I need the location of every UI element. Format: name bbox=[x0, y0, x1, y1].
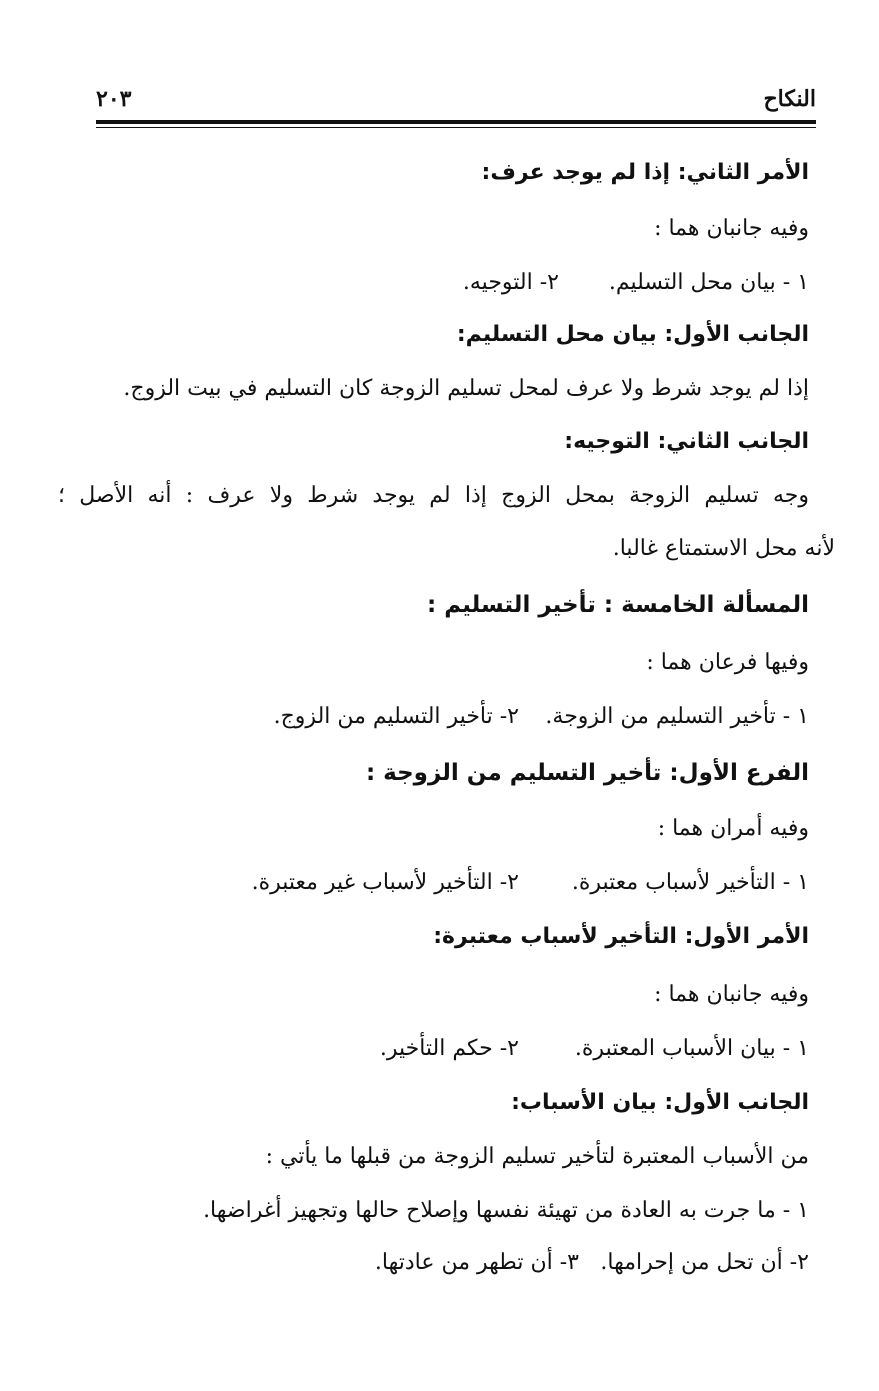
page-number: ٢٠٣ bbox=[96, 86, 132, 112]
header-rule-thick bbox=[96, 120, 816, 124]
heading-first-matter: الأمر الأول: التأخير لأسباب معتبرة: bbox=[433, 924, 809, 949]
list-item: ١ - بيان الأسباب المعتبرة. bbox=[574, 1036, 809, 1061]
header-rule-thin bbox=[96, 127, 816, 128]
page-header bbox=[96, 86, 816, 116]
list-item: ٢- تأخير التسليم من الزوج. bbox=[273, 704, 519, 729]
list-item: ٢- التوجيه. bbox=[462, 270, 559, 295]
list-item: ٢- أن تحل من إحرامها. bbox=[600, 1250, 809, 1275]
heading-second-matter: الأمر الثاني: إذا لم يوجد عرف: bbox=[481, 160, 809, 185]
text-line: وجه تسليم الزوجة بمحل الزوج إذا لم يوجد شرط ولا عرف : أنه الأصل ؛ bbox=[58, 483, 809, 508]
text-line: وفيه جانبان هما : bbox=[654, 216, 809, 241]
list-item: ٣- أن تطهر من عادتها. bbox=[374, 1250, 579, 1275]
heading-first-aspect: الجانب الأول: بيان محل التسليم: bbox=[456, 322, 809, 347]
list-item: ١ - بيان محل التسليم. bbox=[608, 270, 809, 295]
text-line: لأنه محل الاستمتاع غالبا. bbox=[612, 536, 835, 561]
list-item: ١ - تأخير التسليم من الزوجة. bbox=[545, 704, 809, 729]
running-title: النكاح bbox=[763, 86, 816, 112]
text-line: وفيه جانبان هما : bbox=[654, 982, 809, 1007]
text-line: إذا لم يوجد شرط ولا عرف لمحل تسليم الزوجة كان التسليم في بيت الزوج. bbox=[123, 376, 809, 401]
text-line: وفيه أمران هما : bbox=[657, 816, 809, 841]
heading-first-branch: الفرع الأول: تأخير التسليم من الزوجة : bbox=[365, 760, 809, 786]
text-line: من الأسباب المعتبرة لتأخير تسليم الزوجة من قبلها ما يأتي : bbox=[265, 1144, 809, 1169]
heading-fifth-issue: المسألة الخامسة : تأخير التسليم : bbox=[427, 592, 809, 618]
heading-second-aspect: الجانب الثاني: التوجيه: bbox=[564, 429, 809, 454]
text-line: ١ - ما جرت به العادة من تهيئة نفسها وإصلاح حالها وتجهيز أغراضها. bbox=[203, 1198, 809, 1223]
heading-first-aspect-reasons: الجانب الأول: بيان الأسباب: bbox=[511, 1090, 809, 1115]
list-item: ٢- حكم التأخير. bbox=[379, 1036, 519, 1061]
list-item: ٢- التأخير لأسباب غير معتبرة. bbox=[251, 870, 519, 895]
list-item: ١ - التأخير لأسباب معتبرة. bbox=[571, 870, 809, 895]
text-line: وفيها فرعان هما : bbox=[646, 650, 809, 675]
